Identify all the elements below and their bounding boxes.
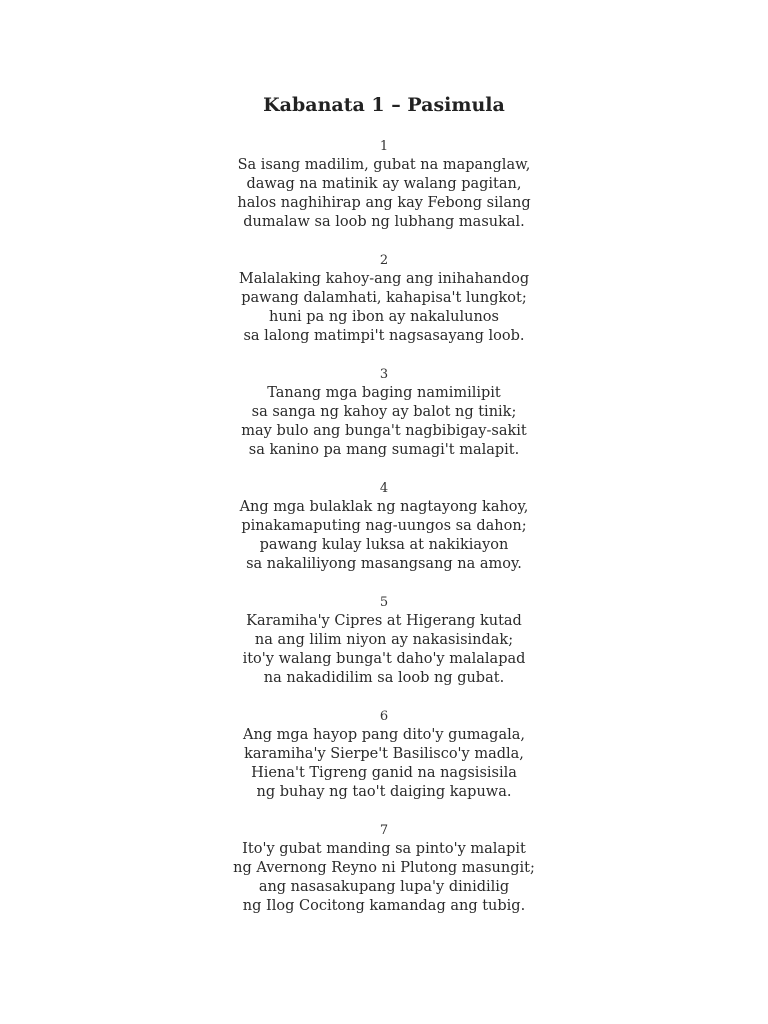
- verse-line: Malalaking kahoy-ang ang inihahandog: [238, 271, 530, 287]
- verse-line: karamiha'y Sierpe't Basilisco'y madla,: [244, 746, 524, 762]
- verse-line: sa lalong matimpi't nagsasayang loob.: [243, 328, 525, 344]
- stanza-6: [0, 707, 768, 821]
- verse-line: Ang mga hayop pang dito'y gumagala,: [242, 727, 526, 743]
- verse-line: sa sanga ng kahoy ay balot ng tinik;: [251, 404, 517, 420]
- stanza-number: 3: [379, 367, 389, 382]
- stanza-number: 7: [379, 823, 389, 838]
- verse-line: Ito'y gubat manding sa pinto'y malapit: [242, 841, 526, 857]
- verse-line: na ang lilim niyon ay nakasisindak;: [254, 632, 514, 648]
- stanza-7: [0, 821, 768, 935]
- verse-line: halos naghihirap ang kay Febong silang: [237, 195, 531, 211]
- verse-line: Hiena't Tigreng ganid na nagsisisila: [251, 765, 517, 781]
- verse-line: huni pa ng ibon ay nakalulunos: [269, 309, 499, 325]
- stanza-3: [0, 365, 768, 479]
- verse-line: sa kanino pa mang sumagi't malapit.: [248, 442, 520, 458]
- verse-line: dawag na matinik ay walang pagitan,: [246, 176, 522, 192]
- stanza-number: 1: [379, 139, 389, 154]
- verse-line: pawang kulay luksa at nakikiayon: [259, 537, 509, 553]
- stanza-1: [0, 137, 768, 251]
- verse-line: Sa isang madilim, gubat na mapanglaw,: [237, 157, 531, 173]
- verse-line: na nakadidilim sa loob ng gubat.: [263, 670, 505, 686]
- verse-line: pawang dalamhati, kahapisa't lungkot;: [241, 290, 527, 306]
- verse-line: sa nakaliliyong masangsang na amoy.: [246, 556, 522, 572]
- verse-line: pinakamaputing nag-uungos sa dahon;: [241, 518, 527, 534]
- verse-line: may bulo ang bunga't nagbibigay-sakit: [241, 423, 527, 439]
- stanza-4: [0, 479, 768, 593]
- verse-line: ng buhay ng tao't daiging kapuwa.: [256, 784, 512, 800]
- stanza-number: 4: [379, 481, 389, 496]
- verse-line: ng Ilog Cocitong kamandag ang tubig.: [242, 898, 526, 914]
- verse-line: Ang mga bulaklak ng nagtayong kahoy,: [239, 499, 529, 515]
- stanza-2: [0, 251, 768, 365]
- verse-line: Tanang mga baging namimilipit: [267, 385, 501, 401]
- verse-line: ito'y walang bunga't daho'y malalapad: [242, 651, 526, 667]
- chapter-title: Kabanata 1 – Pasimula: [263, 94, 505, 116]
- verse-line: ng Avernong Reyno ni Plutong masungit;: [233, 860, 535, 876]
- verse-line: Karamiha'y Cipres at Higerang kutad: [246, 613, 522, 629]
- stanza-number: 6: [379, 709, 389, 724]
- stanza-5: [0, 593, 768, 707]
- stanza-number: 2: [379, 253, 389, 268]
- stanza-number: 5: [379, 595, 389, 610]
- verse-line: ang nasasakupang lupa'y dinidilig: [258, 879, 510, 895]
- verse-line: dumalaw sa loob ng lubhang masukal.: [243, 214, 525, 230]
- poem-body: [0, 137, 768, 935]
